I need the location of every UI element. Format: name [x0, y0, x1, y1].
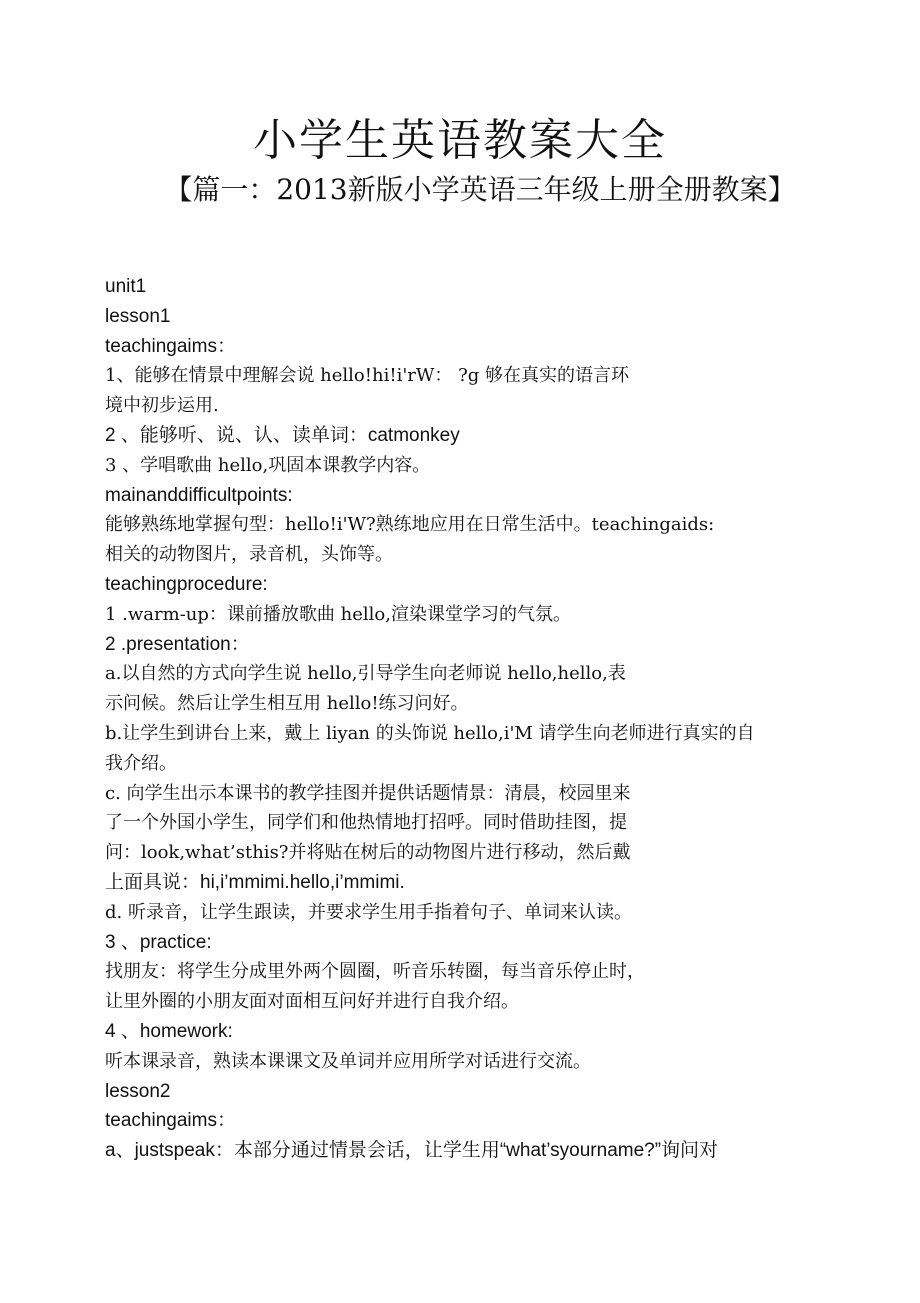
body-line: 听本课录音，熟读本课课文及单词并应用所学对话进行交流。	[105, 1050, 591, 1072]
body-line: b.让学生到讲台上来，戴上 liyan 的头饰说 hello,i'M 请学生向老师进行真实的自	[105, 722, 755, 744]
body-line: 相关的动物图片，录音机，头饰等。	[105, 544, 393, 566]
body-line: teachingprocedure:	[105, 573, 268, 595]
body-line: 找朋友：将学生分成里外两个圆圈，听音乐转圈，每当音乐停止时，	[105, 961, 645, 983]
body-line: 让里外圈的小朋友面对面相互问好并进行自我介绍。	[105, 991, 519, 1013]
document-subtitle: 【篇一：2013新版小学英语三年级上册全册教案】	[164, 173, 796, 206]
body-line: 1 .warm-up：课前播放歌曲 hello,渲染课堂学习的气氛。	[105, 603, 571, 625]
body-line: 4 、homework:	[105, 1020, 233, 1042]
body-line: a.以自然的方式向学生说 hello,引导学生向老师说 hello,hello,表	[105, 663, 626, 685]
body-line: 示问候。然后让学生相互用 hello!练习问好。	[105, 693, 469, 715]
body-line: 能够熟练地掌握句型：hello!i'W?熟练地应用在日常生活中。teachingaids:	[105, 514, 715, 536]
body-line: a、justspeak：本部分通过情景会话，让学生用“what’syourname?”询问对	[105, 1140, 719, 1162]
body-line: 2 .presentation：	[105, 633, 250, 655]
body-line: 境中初步运用.	[105, 395, 219, 417]
body-line: d. 听录音，让学生跟读，并要求学生用手指着句子、单词来认读。	[105, 901, 632, 923]
body-line: c. 向学生出示本课书的教学挂图并提供话题情景：清晨，校园里来	[105, 782, 631, 804]
body-line: teachingaims：	[105, 335, 236, 357]
body-line: lesson1	[105, 305, 171, 327]
body-line: 我介绍。	[105, 752, 177, 774]
document-body	[105, 272, 895, 1166]
body-line: 1、能够在情景中理解会说 hello!hi!i'rW： ?g 够在真实的语言环	[105, 365, 630, 387]
document-title: 小学生英语教案大全	[253, 115, 667, 166]
body-line: lesson2	[105, 1080, 171, 1102]
body-line: 3 、practice:	[105, 931, 212, 953]
body-line: 上面具说：hi,i’mmimi.hello,i’mmimi.	[105, 871, 405, 893]
body-line: mainanddifficultpoints:	[105, 484, 293, 506]
body-line: 2 、能够听、说、认、读单词：catmonkey	[105, 424, 460, 446]
body-line: 了一个外国小学生，同学们和他热情地打招呼。同时借助挂图，提	[105, 812, 627, 834]
body-line: teachingaims：	[105, 1110, 236, 1132]
body-line: unit1	[105, 276, 147, 297]
body-line: 问：look,what’sthis?并将贴在树后的动物图片进行移动，然后戴	[105, 842, 631, 864]
body-line: 3 、学唱歌曲 hello,巩固本课教学内容。	[105, 454, 431, 476]
